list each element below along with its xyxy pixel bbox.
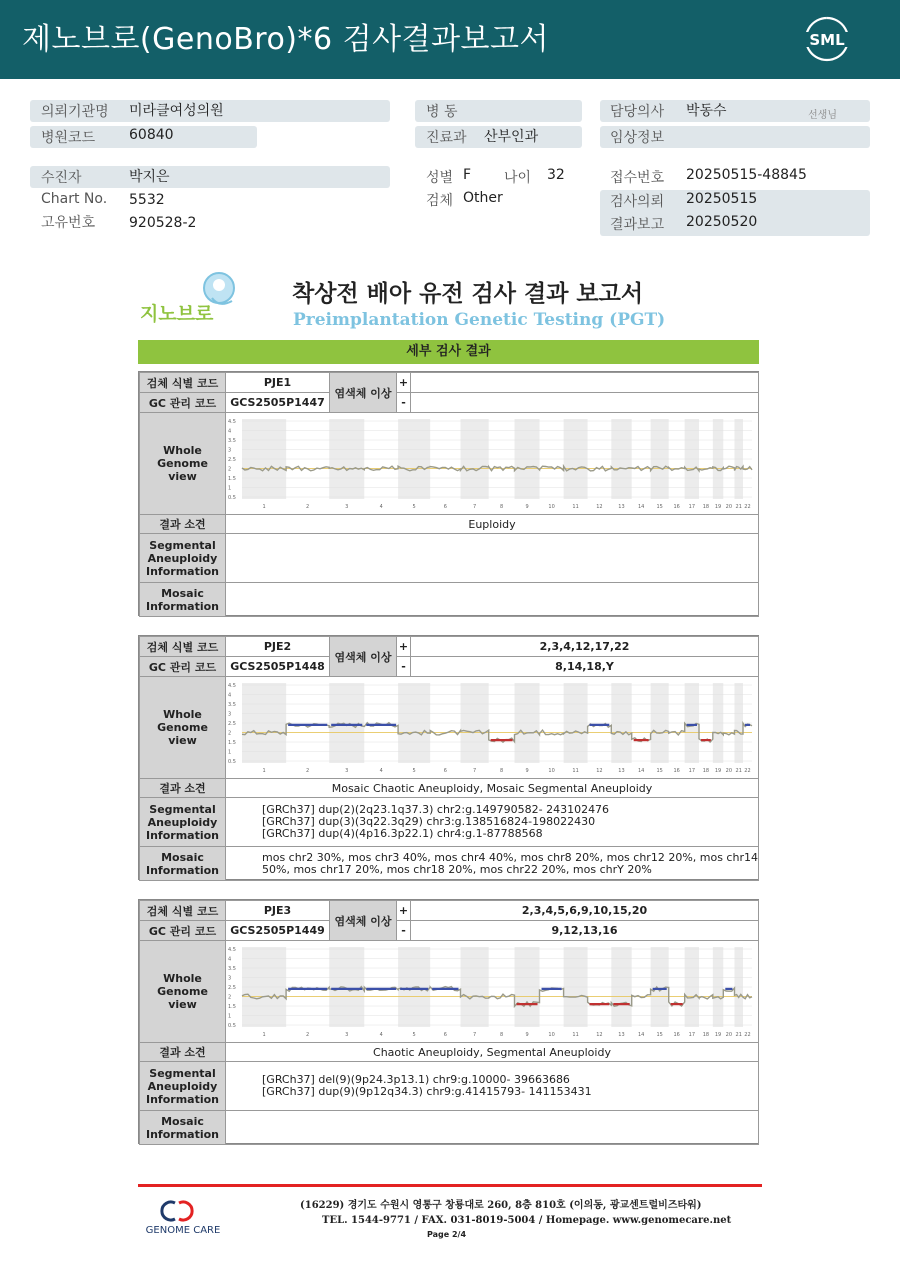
segmental-line: [GRCh37] del(9)(9p24.3p13.1) chr9:g.10000- 39663686 [262,1073,570,1086]
segmental-line: [GRCh37] dup(3)(3q22.3q29) chr3:g.138516824-198022430 [262,815,596,828]
segmental-line: [GRCh37] dup(2)(2q23.1q37.3) chr2:g.149790582- 243102476 [262,803,610,816]
x-tick-label: 11 [572,768,579,774]
genomecare-logo [137,1197,229,1237]
x-tick-label: 2 [306,768,310,774]
genobro-brand-text: 지노브로 [140,303,214,325]
chrom-abn-label: 염색체 이상 [329,636,397,677]
genome-plot-svg [226,941,758,1042]
sample-id-label: 검체 식별 코드 [139,900,226,921]
x-tick-label: 5 [412,1032,416,1038]
mosaic-value: mos chr2 30%, mos chr3 40%, mos chr4 40%, mos chr8 20%, mos chr12 20%, mos chr14 50%, mos chr17 20%, mos chr18 20%, mos chr22 20%, mos chrY 20% [225,846,759,881]
x-tick-label: 22 [744,768,751,774]
sample-block [138,635,759,880]
x-tick-label: 18 [702,768,710,774]
x-tick-label: 20 [725,768,733,774]
x-tick-label: 1 [262,504,266,510]
result-label: 결과 소견 [139,514,226,534]
reception-label: 접수번호 [610,170,665,186]
x-tick-label: 9 [525,1032,529,1038]
x-tick-label: 3 [345,504,349,510]
y-tick-label: 4 [228,428,232,435]
specimen-label: 검체 [426,193,454,209]
ward-label: 병 동 [426,104,458,120]
y-tick-label: 1.5 [228,1004,236,1010]
genobro-logo [140,268,250,328]
x-tick-label: 19 [714,504,722,510]
footer-contact-line: TEL. 1544-9771 / FAX. 031-8019-5004 / Homepage. www.genomecare.net [322,1215,732,1226]
x-tick-label: 14 [637,504,645,510]
y-tick-label: 2 [228,994,232,1001]
segmental-value [225,1061,759,1111]
x-tick-label: 14 [637,1032,645,1038]
genome-plot [225,412,759,515]
gc-code-label: GC 관리 코드 [139,656,226,677]
x-tick-label: 20 [725,504,733,510]
x-tick-label: 16 [673,1032,680,1038]
y-tick-label: 4 [228,692,232,699]
x-tick-label: 17 [688,768,696,774]
gain-sign: + [396,636,411,657]
mosaic-value [225,582,759,617]
loss-chromosomes: 9,12,13,16 [410,920,759,941]
x-tick-label: 8 [500,1032,504,1038]
footer-address-line: (16229) 경기도 수원시 영통구 창룡대로 260, 8층 810호 (이의동, 광교센트럴비즈타워) [300,1200,702,1211]
x-tick-label: 14 [637,768,645,774]
y-tick-label: 2 [228,730,232,737]
x-tick-label: 2 [306,1032,310,1038]
footer-address [300,1198,770,1228]
segmental-label: Segmental Aneuploidy Information [139,797,226,847]
loss-chromosomes: 8,14,18,Y [410,656,759,677]
segmental-line: [GRCh37] dup(9)(9p12q34.3) chr9:g.41415793- 141153431 [262,1085,592,1098]
x-tick-label: 16 [673,768,680,774]
x-tick-label: 10 [548,1032,555,1038]
patient-label: 수진자 [41,170,82,186]
x-tick-label: 8 [500,504,504,510]
x-tick-label: 9 [525,504,529,510]
genome-plot-svg [226,677,758,778]
dept-value: 산부인과 [484,129,539,145]
x-tick-label: 13 [618,768,625,774]
segmental-label: Segmental Aneuploidy Information [139,533,226,583]
x-tick-label: 1 [262,768,266,774]
gc-code-label: GC 관리 코드 [139,392,226,413]
gain-chromosomes [410,372,759,393]
y-tick-label: 1 [228,1013,232,1020]
genome-plot [225,676,759,779]
y-tick-label: 2.5 [228,457,236,463]
dept-label: 진료과 [426,130,467,146]
sample-id-value: PJE3 [225,900,330,921]
x-tick-label: 18 [702,504,710,510]
x-tick-label: 19 [714,768,722,774]
mosaic-value [225,1110,759,1145]
result-value: Euploidy [225,514,759,534]
y-tick-label: 1 [228,485,232,492]
y-tick-label: 2.5 [228,721,236,727]
loss-sign: - [396,392,411,413]
x-tick-label: 15 [656,768,663,774]
x-tick-label: 15 [656,504,663,510]
x-tick-label: 7 [472,768,477,774]
x-tick-label: 5 [412,504,416,510]
genome-plot [225,940,759,1043]
reception-value: 20250515-48845 [686,167,807,183]
gain-sign: + [396,900,411,921]
x-tick-label: 10 [548,504,555,510]
y-tick-label: 3.5 [228,702,236,708]
x-tick-label: 21 [735,1032,742,1038]
x-tick-label: 6 [443,768,447,774]
chart-no-value: 5532 [129,192,165,208]
y-tick-label: 0.5 [228,1023,236,1029]
gain-sign: + [396,372,411,393]
gain-chromosomes: 2,3,4,12,17,22 [410,636,759,657]
age-value: 32 [547,167,565,183]
x-tick-label: 15 [656,1032,663,1038]
x-tick-label: 17 [688,1032,696,1038]
institution-label: 의뢰기관명 [41,104,109,120]
x-tick-label: 19 [714,1032,722,1038]
x-tick-label: 17 [688,504,696,510]
sample-id-value: PJE1 [225,372,330,393]
mosaic-label: Mosaic Information [139,846,226,881]
sample-block [138,899,759,1144]
y-tick-label: 0.5 [228,495,236,501]
y-tick-label: 3 [228,447,232,454]
y-tick-label: 1.5 [228,476,236,482]
gc-code-value: GCS2505P1448 [225,656,330,677]
segmental-line: [GRCh37] dup(4)(4p16.3p22.1) chr4:g.1-87788568 [262,827,543,840]
clinical-label: 임상정보 [610,130,665,146]
x-tick-label: 12 [596,504,603,510]
y-tick-label: 3.5 [228,966,236,972]
doctor-value: 박동수 [686,103,727,119]
genome-plot-svg [226,413,758,514]
report-date-label: 결과보고 [610,217,665,233]
x-tick-label: 18 [702,1032,710,1038]
gc-code-value: GCS2505P1449 [225,920,330,941]
x-tick-label: 12 [596,1032,603,1038]
sml-logo [802,14,852,64]
y-tick-label: 4 [228,956,232,963]
sample-id-value: PJE2 [225,636,330,657]
footer-rule [138,1184,762,1187]
x-tick-label: 21 [735,504,742,510]
x-tick-label: 4 [379,504,383,510]
result-label: 결과 소견 [139,778,226,798]
x-tick-label: 4 [379,768,383,774]
loss-sign: - [396,920,411,941]
sex-label: 성별 [426,170,454,186]
x-tick-label: 7 [472,1032,477,1038]
y-tick-label: 2.5 [228,985,236,991]
y-tick-label: 4.5 [228,683,236,689]
result-value: Chaotic Aneuploidy, Segmental Aneuploidy [225,1042,759,1062]
header-bar [0,0,900,79]
segmental-label: Segmental Aneuploidy Information [139,1061,226,1111]
x-tick-label: 3 [345,768,349,774]
doctor-label: 담당의사 [610,104,665,120]
genomecare-logo-text: GENOME CARE [145,1225,221,1236]
x-tick-label: 6 [443,1032,447,1038]
sample-id-label: 검체 식별 코드 [139,636,226,657]
y-tick-label: 3.5 [228,438,236,444]
x-tick-label: 7 [472,504,477,510]
whole-genome-label: Whole Genome view [139,412,226,515]
x-tick-label: 13 [618,504,625,510]
y-tick-label: 3 [228,711,232,718]
whole-genome-label: Whole Genome view [139,940,226,1043]
segmental-value [225,797,759,847]
gc-code-value: GCS2505P1447 [225,392,330,413]
patient-field [30,166,390,188]
y-tick-label: 1.5 [228,740,236,746]
x-tick-label: 5 [412,768,416,774]
request-value: 20250515 [686,191,758,207]
age-label: 나이 [504,170,532,186]
x-tick-label: 22 [744,1032,751,1038]
x-tick-label: 12 [596,768,603,774]
result-value: Mosaic Chaotic Aneuploidy, Mosaic Segmental Aneuploidy [225,778,759,798]
patient-name: 박지은 [129,169,170,185]
section-header: 세부 검사 결과 [138,340,759,364]
sex-value: F [463,167,472,183]
x-tick-label: 13 [618,1032,625,1038]
page-number: Page 2/4 [427,1230,467,1239]
whole-genome-label: Whole Genome view [139,676,226,779]
report-date-value: 20250520 [686,214,758,230]
unique-no-label: 고유번호 [41,215,96,231]
x-tick-label: 1 [262,1032,266,1038]
y-tick-label: 4.5 [228,419,236,425]
x-tick-label: 3 [345,1032,349,1038]
x-tick-label: 9 [525,768,529,774]
doctor-suffix: 선생님 [808,110,837,121]
y-tick-label: 3 [228,975,232,982]
institution-value: 미라클여성의원 [129,103,224,119]
x-tick-label: 20 [725,1032,733,1038]
loss-chromosomes [410,392,759,413]
y-tick-label: 0.5 [228,759,236,765]
x-tick-label: 8 [500,768,504,774]
y-tick-label: 2 [228,466,232,473]
sample-id-label: 검체 식별 코드 [139,372,226,393]
x-tick-label: 6 [443,504,447,510]
x-tick-label: 11 [572,1032,579,1038]
report-title: 착상전 배아 유전 검사 결과 보고서 [292,281,644,307]
specimen-value: Other [463,190,503,206]
unique-no-value: 920528-2 [129,215,197,231]
y-tick-label: 1 [228,749,232,756]
chart-no-label: Chart No. [41,191,108,207]
segmental-value [225,533,759,583]
x-tick-label: 10 [548,768,555,774]
hospital-code-value: 60840 [129,127,174,143]
report-subtitle: Preimplantation Genetic Testing (PGT) [293,310,666,330]
x-tick-label: 4 [379,1032,383,1038]
gain-chromosomes: 2,3,4,5,6,9,10,15,20 [410,900,759,921]
mosaic-label: Mosaic Information [139,1110,226,1145]
chrom-abn-label: 염색체 이상 [329,900,397,941]
result-label: 결과 소견 [139,1042,226,1062]
x-tick-label: 21 [735,768,742,774]
x-tick-label: 2 [306,504,310,510]
x-tick-label: 16 [673,504,680,510]
hospital-code-label: 병원코드 [41,130,96,146]
sample-block [138,371,759,616]
y-tick-label: 4.5 [228,947,236,953]
x-tick-label: 22 [744,504,751,510]
report-header-title: 제노브로(GenoBro)*6 검사결과보고서 [22,22,549,57]
x-tick-label: 11 [572,504,579,510]
request-label: 검사의뢰 [610,194,665,210]
loss-sign: - [396,656,411,677]
sml-logo-text: SML [809,31,845,49]
gc-code-label: GC 관리 코드 [139,920,226,941]
mosaic-label: Mosaic Information [139,582,226,617]
chrom-abn-label: 염색체 이상 [329,372,397,413]
